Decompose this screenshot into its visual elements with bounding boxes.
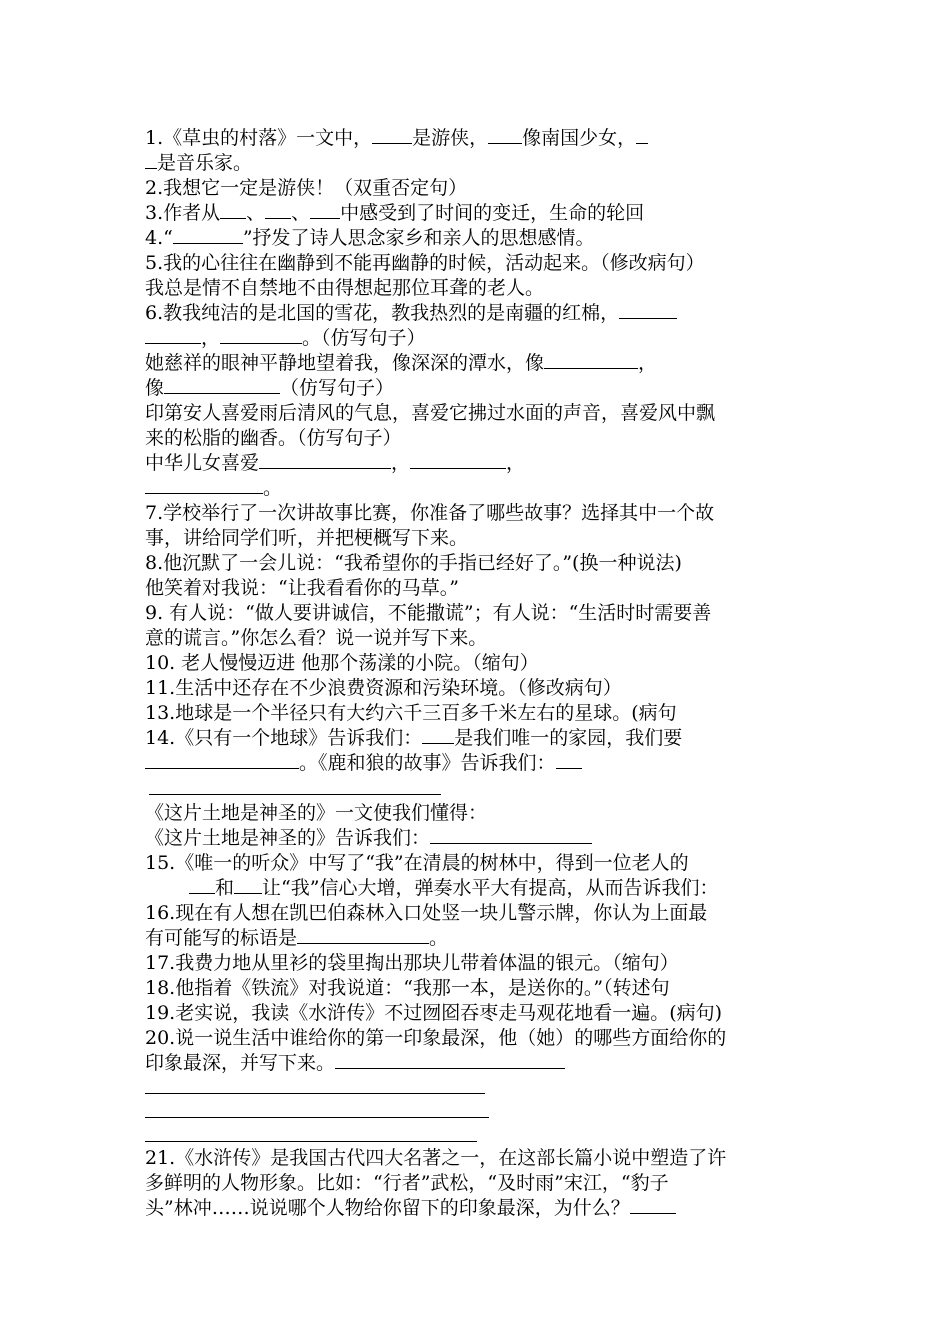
question-21-line-1: 21.《水浒传》是我国古代四大名著之一，在这部长篇小说中塑造了许 <box>145 1147 727 1169</box>
answer-blank[interactable] <box>234 876 262 894</box>
question-11: 11.生活中还存在不少浪费资源和污染环境。（修改病句） <box>145 677 622 699</box>
question-15-line-2: 和 让“我”信心大增，弹奏水平大有提高，从而告诉我们： <box>189 876 718 900</box>
answer-blank[interactable] <box>488 126 522 144</box>
answer-blank[interactable] <box>556 751 582 769</box>
question-14-line-3: 《这片土地是神圣的》一文使我们懂得： <box>145 802 488 824</box>
question-20-line-1: 20.说一说生活中谁给你的第一印象最深，他（她）的哪些方面给你的 <box>145 1027 727 1049</box>
question-13: 13.地球是一个半径只有大约六千三百多千米左右的星球。(病句 <box>145 702 677 724</box>
question-1-line-2: 是音乐家。 <box>145 151 252 175</box>
question-14-line-1: 14.《只有一个地球》告诉我们： 是我们唯一的家园，我们要 <box>145 727 683 749</box>
answer-blank[interactable] <box>259 451 391 469</box>
answer-blank[interactable] <box>619 301 677 319</box>
imitation-2-line-4: 。 <box>145 476 282 500</box>
question-7-line-1: 7.学校举行了一次讲故事比赛，你准备了哪些故事？选择其中一个故 <box>145 502 715 524</box>
question-2: 2.我想它一定是游侠！（双重否定句） <box>145 177 468 199</box>
answer-blank[interactable] <box>630 1196 676 1214</box>
question-8: 8.他沉默了一会儿说：“我希望你的手指已经好了。”(换一种说法) <box>145 552 682 574</box>
answer-blank[interactable] <box>164 376 280 394</box>
question-14-line-4: 《这片土地是神圣的》告诉我们： <box>145 826 592 850</box>
answer-blank[interactable] <box>430 826 592 844</box>
answer-blank[interactable] <box>220 201 246 219</box>
imitation-1-line-2: 像 （仿写句子） <box>145 377 395 399</box>
question-10: 10. 老人慢慢迈进 他那个荡漾的小院。（缩句） <box>145 652 539 674</box>
answer-blank[interactable] <box>145 751 299 769</box>
question-15-line-1: 15.《唯一的听众》中写了“我”在清晨的树林中，得到一位老人的 <box>145 852 689 874</box>
question-9-line-1: 9. 有人说：“做人要讲诚信，不能撒谎”；有人说：“生活时时需要善 <box>145 602 712 624</box>
imitation-2-line-3: 中华儿女喜爱 ， ， <box>145 452 526 474</box>
answer-blank[interactable] <box>145 476 263 494</box>
question-4: 4.“ ”抒发了诗人思念家乡和亲人的思想感情。 <box>145 227 595 249</box>
answer-blank[interactable] <box>265 201 291 219</box>
question-7-line-2: 事，讲给同学们听，并把梗概写下来。 <box>145 527 469 549</box>
question-6-line-1: 6.教我纯洁的是北国的雪花，教我热烈的是南疆的红棉， <box>145 301 677 325</box>
question-20-line-2: 印象最深，并写下来。 <box>145 1051 565 1075</box>
answer-blank[interactable] <box>220 326 302 344</box>
answer-line[interactable] <box>145 1093 485 1094</box>
answer-line[interactable] <box>145 1117 489 1118</box>
question-9-line-2: 意的谎言。”你怎么看？说一说并写下来。 <box>145 627 488 649</box>
answer-blank[interactable] <box>189 876 215 894</box>
answer-line[interactable] <box>149 794 441 795</box>
answer-blank[interactable] <box>410 451 506 469</box>
question-21-line-3: 头”林冲……说说哪个人物给你留下的印象最深，为什么？ <box>145 1196 676 1220</box>
question-3: 3.作者从 、 、 中感受到了时间的变迁，生命的轮回 <box>145 202 645 224</box>
answer-blank[interactable] <box>335 1051 565 1069</box>
question-5: 5.我的心往往在幽静到不能再幽静的时候，活动起来。（修改病句） <box>145 252 705 274</box>
answer-line[interactable] <box>145 1141 477 1142</box>
answer-blank[interactable] <box>636 126 648 144</box>
imitation-1-line-1: 她慈祥的眼神平静地望着我，像深深的潭水，像 ， <box>145 352 658 374</box>
answer-blank[interactable] <box>145 151 157 169</box>
answer-blank[interactable] <box>310 201 340 219</box>
question-1-line-1: 1.《草虫的村落》一文中， 是游侠， 像南国少女， <box>145 126 648 150</box>
question-16-line-1: 16.现在有人想在凯巴伯森林入口处竖一块儿警示牌，你认为上面最 <box>145 902 708 924</box>
question-14-line-2: 。《鹿和狼的故事》告诉我们： <box>145 751 582 775</box>
question-8-sentence: 他笑着对我说：“让我看看你的马草。” <box>145 577 459 599</box>
answer-blank[interactable] <box>422 726 454 744</box>
question-21-line-2: 多鲜明的人物形象。比如：“行者”武松，“及时雨”宋江，“豹子 <box>145 1172 669 1194</box>
question-18: 18.他指着《铁流》对我说道：“我那一本，是送你的。”（转述句 <box>145 977 670 999</box>
imitation-2-line-1: 印第安人喜爱雨后清风的气息，喜爱它拂过水面的声音，喜爱风中飘 <box>145 402 716 424</box>
imitation-2-line-2: 来的松脂的幽香。（仿写句子） <box>145 427 402 449</box>
question-16-line-2: 有可能写的标语是 。 <box>145 927 449 949</box>
answer-blank[interactable] <box>173 226 243 244</box>
answer-blank[interactable] <box>544 351 638 369</box>
answer-blank[interactable] <box>145 326 201 344</box>
question-6-line-2: ， 。（仿写句子） <box>145 326 426 350</box>
question-17: 17.我费力地从里衫的袋里掏出那块儿带着体温的银元。（缩句） <box>145 952 679 974</box>
answer-blank[interactable] <box>372 126 412 144</box>
question-19: 19.老实说，我读《水浒传》不过囫囵吞枣走马观花地看一遍。(病句) <box>145 1002 723 1024</box>
question-5-sentence: 我总是情不自禁地不由得想起那位耳聋的老人。 <box>145 277 545 299</box>
answer-blank[interactable] <box>297 926 429 944</box>
